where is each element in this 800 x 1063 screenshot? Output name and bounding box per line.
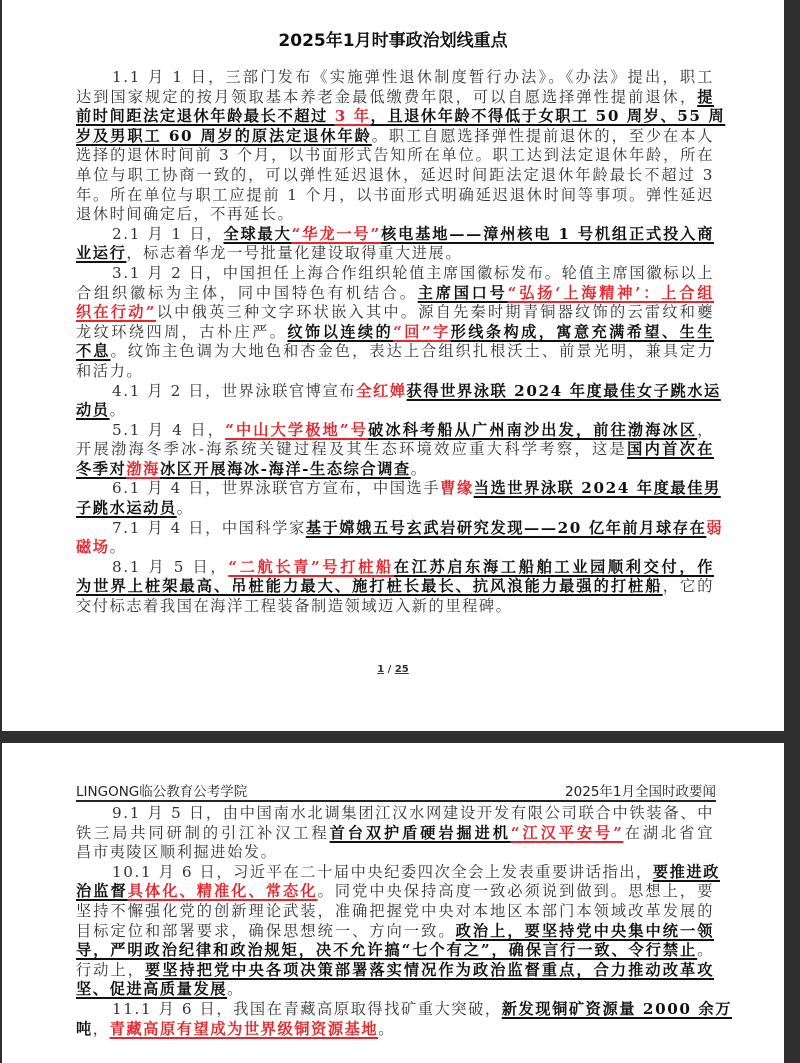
header-publisher: LINGONG临公教育公考学院 (76, 784, 248, 800)
body-text: 2.1 月 1 日， (112, 224, 224, 243)
news-item (76, 518, 724, 558)
text-line (76, 862, 720, 883)
underlined-key-point: 冰区开展海冰-海洋-生态综合调查 (159, 459, 411, 478)
body-text: 退休时间确定后，不再延长。 (76, 205, 295, 224)
highlight-text: 曹缘 (440, 479, 474, 498)
text-line (76, 421, 714, 441)
body-text: 坚持不懈强化党的创新理论武装，准确把握党中央对本地区本部门本领域改革发展的 (76, 901, 714, 920)
body-text: ， (92, 1019, 110, 1038)
body-text: ，标志着华龙一号批量化建设取得重大进展。 (126, 244, 463, 263)
body-text: 。 (176, 499, 194, 518)
body-text: 8.1 月 5 日， (112, 557, 229, 576)
body-text: 。职工自愿选择弹性提前退休的，至少在本人 (371, 126, 714, 145)
text-line (76, 902, 714, 922)
news-item (76, 381, 721, 421)
underlined-key-point: 全球最大 (223, 224, 292, 243)
body-text: 10.1 月 6 日，习近平在二十届中央纪委四次全会上发表重要讲话指出， (112, 862, 653, 881)
page-separator: / (384, 664, 395, 675)
highlight-text: 弱 (706, 518, 724, 537)
news-item (76, 558, 714, 617)
text-line (76, 804, 714, 824)
total-pages: 25 (394, 664, 409, 675)
text-line (76, 146, 714, 166)
body-text: 吨 (76, 1019, 93, 1038)
body-text: 和活力。 (76, 361, 144, 380)
news-item (76, 225, 714, 264)
underlined-key-point: 业运行 (76, 244, 127, 263)
underlined-key-point: 要推进政 (652, 862, 720, 881)
body-text: 7.1 月 4 日，中国科学家 (112, 518, 306, 537)
vertical-scrollbar[interactable] (784, 0, 800, 1042)
text-line (76, 499, 714, 519)
text-line (76, 961, 714, 981)
body-text: 昌市夷陵区顺利掘进始发。 (76, 843, 278, 862)
text-line (76, 999, 733, 1020)
body-text: 达到国家规定的按月领取基本养老金最低缴费年限，可以自愿选择弹性提前退休， (76, 87, 698, 106)
body-text: 在湖北省宜 (623, 823, 715, 842)
underlined-key-point: 获得世界泳联 2024 年度最佳女子跳水运 (406, 381, 721, 400)
news-item (76, 999, 733, 1039)
highlight-text: “中山大学极地”号 (225, 420, 369, 439)
body-text: 。 (109, 538, 127, 557)
body-text: 。同党中央保持高度一致必须说到做到。思想上，要 (317, 882, 714, 901)
text-line (76, 225, 714, 245)
underlined-key-point: 子跳水运动员 (76, 499, 177, 518)
underlined-key-point: 提 (697, 87, 714, 106)
page-1-body (76, 68, 726, 617)
text-line (76, 577, 714, 597)
text-line (76, 264, 714, 284)
text-line (76, 381, 721, 402)
body-text: 选择的退休时间前 3 个月，以书面形式告知所在单位。职工达到法定退休年龄，所在 (76, 146, 714, 165)
highlight-text: “回”字 (393, 322, 451, 341)
body-text: 龙纹环绕四周，古朴庄严。 (76, 322, 288, 341)
news-item (76, 862, 720, 1000)
underlined-key-point: ，且退休年龄不得低于女职工 50 周岁、55 周 (370, 107, 726, 126)
text-line (76, 323, 714, 343)
body-text: 。 (410, 459, 428, 478)
highlight-text: 青藏高原有望成为世界级铜资源基地 (109, 1019, 379, 1038)
underlined-key-point: 纹饰以连续的 (287, 322, 394, 341)
text-line (76, 882, 714, 902)
text-line (76, 401, 714, 421)
body-text: 11.1 月 6 日，我国在青藏高原取得找矿重大突破， (112, 999, 502, 1018)
underlined-key-point: 岁及男职工 60 周岁的原法定退休年龄 (76, 126, 372, 145)
highlight-text: 磁场 (76, 538, 110, 557)
underlined-key-point: 破冰科考船从广州南沙出发，前往渤海冰区 (368, 420, 698, 439)
text-line (76, 518, 724, 539)
underlined-key-point: 前时间距法定退休年龄最长不超过 (76, 107, 335, 126)
underlined-key-point: 动员 (76, 401, 110, 420)
underlined-key-point: 国内首次在 (627, 440, 714, 459)
news-item (76, 421, 714, 480)
underlined-key-point: 治监督 (76, 882, 128, 901)
text-line (76, 68, 714, 88)
body-text: ， (697, 420, 714, 439)
text-line (76, 303, 714, 323)
body-text: 。 (109, 401, 127, 420)
underlined-key-point: 新发现铜矿资源量 2000 余万 (501, 999, 733, 1018)
running-header (76, 780, 716, 802)
body-text: 。 (378, 1019, 395, 1038)
text-line (76, 597, 714, 617)
body-text: 3.1 月 2 日，中国担任上海合作组织轮值主席国徽标发布。轮值主席国徽标以上 (112, 263, 714, 282)
body-text: 以中俄英三种文字环状嵌入其中。源自先秦时期青铜器纹饰的云雷纹和夔 (156, 303, 714, 322)
body-text: 交付标志着我国在海洋工程装备制造领域迈入新的里程碑。 (76, 597, 513, 616)
text-line (76, 244, 714, 264)
highlight-text: “弘扬‘上海精神’：上合组 (507, 283, 715, 302)
body-text: 5.1 月 4 日， (112, 420, 226, 439)
news-item (76, 264, 714, 382)
underlined-key-point: 当选世界泳联 2024 年度最佳男 (473, 479, 721, 498)
text-line (76, 205, 714, 225)
text-line (76, 342, 714, 362)
text-line (76, 460, 714, 480)
document-title: 2025年1月时事政治划线重点 (278, 31, 508, 51)
highlight-text: “二航长青”号打桩船 (228, 557, 394, 576)
body-text: 9.1 月 5 日，由中国南水北调集团江汉水网建设开发有限公司联合中铁装备、中 (112, 804, 714, 822)
text-line (76, 284, 714, 304)
current-page: 1 (377, 664, 385, 675)
underlined-key-point: 要坚持把党中央各项决策部署落实情况作为政治监督重点，合力推动改革攻 (145, 960, 714, 979)
body-text: 目标定位和部署要求，确保思想统一、方向一致。 (76, 921, 456, 940)
underlined-key-point: 为世界上桩架最高、吊桩能力最大、施打桩长最长、抗风浪能力最强的打桩船 (76, 577, 663, 596)
document-page-2 (2, 743, 784, 1063)
body-text: 。 (697, 941, 714, 960)
page-2-body (76, 804, 733, 1039)
highlight-text: 全红婵 (356, 381, 407, 400)
highlight-text: “江汉平安号” (510, 823, 624, 842)
text-line (76, 186, 714, 206)
body-text: 铁三局共同研制的引江补汉工程 (76, 823, 330, 842)
document-page-1 (2, 0, 784, 731)
page-number (2, 664, 784, 675)
highlight-text: “华龙一号” (291, 224, 381, 243)
highlight-text: 具体化、精准化、常态化 (127, 882, 318, 901)
body-text: 单位与职工协商一致的，可以弹性延迟退休，延迟时间距法定退休年龄最长不超过 3 (76, 165, 714, 184)
underlined-key-point: 主席国口号 (417, 283, 508, 302)
highlight-text: 3 年 (334, 107, 371, 126)
body-text: 合组织徽标为主体，同中国特色有机结合。 (76, 283, 418, 302)
underlined-key-point: 基于嫦娥五号玄武岩研究发现——20 亿年前月球存在 (305, 518, 707, 537)
underlined-key-point: 坚、促进高质量发展 (76, 980, 228, 999)
text-line (76, 127, 714, 147)
body-text: 开展渤海冬季冰-海系统关键过程及其生态环境效应重大科学考察，这是 (76, 440, 628, 459)
text-line (76, 88, 714, 108)
text-line (76, 922, 714, 942)
underlined-key-point: 冬季对 (76, 459, 127, 478)
underlined-key-point: 核电基地——漳州核电 1 号机组正式投入商 (380, 224, 714, 243)
body-text: 1.1 月 1 日，三部门发布《实施弹性退休制度暂行办法》。《办法》提出，职工 (112, 68, 714, 86)
text-line (76, 440, 714, 460)
header-doc-title: 2025年1月全国时政要闻 (565, 784, 716, 800)
text-line (76, 107, 726, 127)
body-text: 6.1 月 4 日，世界泳联官方宣布，中国选手 (112, 479, 441, 498)
text-line (76, 362, 714, 382)
highlight-text: 渤海 (126, 459, 160, 478)
underlined-key-point: 形线条构成，寓意充满希望、生生 (450, 322, 715, 341)
text-line (76, 941, 714, 961)
body-text: 。 (227, 980, 244, 999)
text-line (76, 479, 721, 499)
underlined-key-point: 在江苏启东海工船舶工业园顺利交付，作 (393, 557, 714, 576)
body-text: 行动上， (76, 960, 146, 979)
text-line (76, 843, 714, 863)
body-text: 年。所在单位与职工应提前 1 个月，以书面形式明确延迟退休时间等事项。弹性延迟 (76, 185, 714, 204)
body-text: 。纹饰主色调为大地色和杏金色，表达上合组织扎根沃土、前景光明，兼具定力 (110, 342, 715, 361)
news-item (76, 68, 726, 225)
text-line (76, 980, 714, 1000)
underlined-key-point: 不息 (76, 342, 111, 361)
text-line (76, 538, 714, 558)
text-line (76, 824, 714, 844)
body-text: ，它的 (662, 577, 714, 596)
underlined-key-point: 政治上，要坚持党中央集中统一领 (455, 921, 715, 940)
underlined-key-point: 首台双护盾硬岩掘进机 (329, 823, 511, 842)
underlined-key-point: 导，严明政治纪律和政治规矩，决不允许搞“七个有之”，确保言行一致、令行禁止 (76, 941, 698, 960)
text-line (76, 166, 714, 186)
news-item (76, 479, 721, 518)
text-line (76, 558, 714, 578)
highlight-text: 织在行动” (76, 303, 157, 322)
body-text: 4.1 月 2 日，世界泳联官博宣布 (112, 381, 357, 400)
news-item (76, 804, 714, 863)
text-line (76, 1020, 714, 1040)
